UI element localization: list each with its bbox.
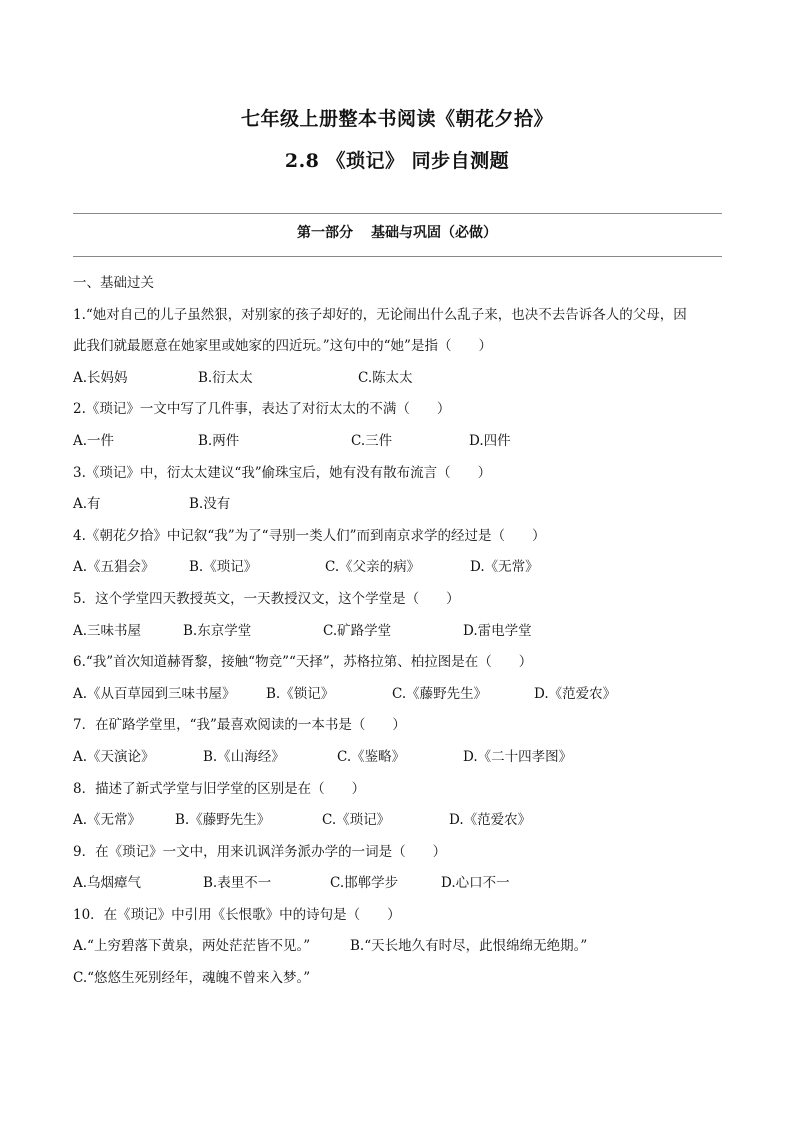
option-c: C.《鉴略》 [337,748,406,765]
question-7: 7．在矿路学堂里，“我”最喜欢阅读的一本书是（ ） [73,717,406,734]
question-1-line-1: 1.“她对自己的儿子虽然狠，对别家的孩子却好的，无论闹出什么乱子来，也决不去告诉各人的父母，因 [73,306,687,323]
option-a: A.《五猖会》 [73,559,155,576]
option-c: C.邯郸学步 [330,875,399,892]
option-d: D.心口不一 [441,875,510,892]
option-d: D.雷电学堂 [463,622,532,639]
document-subtitle: 2.8 《琐记》 同步自测题 [284,150,510,172]
question-8-options [73,805,723,837]
question-3-options [73,489,723,521]
option-a: A.《天演论》 [73,748,155,765]
question-3: 3.《琐记》中，衍太太建议“我”偷珠宝后，她有没有散布流言（ ） [73,464,492,481]
option-c: C.《父亲的病》 [325,559,421,576]
question-1-options [73,363,723,395]
option-a: A.有 [73,496,101,513]
question-body [73,268,723,995]
question-5: 5．这个学堂四天教授英文，一天教授汉文，这个学堂是（ ） [73,590,460,607]
option-c: C.《藤野先生》 [392,685,488,702]
option-c: C.三件 [351,432,393,449]
option-b: B.衍太太 [198,369,253,386]
bottom-divider [73,256,722,257]
question-9: 9．在《琐记》一文中，用来讥讽洋务派办学的一词是（ ） [73,843,447,860]
option-b: B.没有 [189,496,231,513]
option-a: A.三味书屋 [73,622,142,639]
question-10-options-c [73,963,723,995]
option-c: C.矿路学堂 [323,622,392,639]
top-divider [73,213,722,214]
question-10-options-ab [73,931,723,963]
option-b: B.“天长地久有时尽，此恨绵绵无绝期。” [350,938,588,955]
option-b: B.东京学堂 [183,622,252,639]
option-b: B.《锁记》 [266,685,335,702]
option-a: A.乌烟瘴气 [73,875,142,892]
question-6: 6.“我”首次知道赫胥黎，接触“物竞”“天择”，苏格拉第、柏拉图是在（ ） [73,654,533,671]
section-part-label: 第一部分 [297,225,353,241]
question-6-options [73,679,723,711]
subsection-heading: 一、基础过关 [73,275,154,291]
option-d: D.《二十四孝图》 [463,748,573,765]
question-5-options [73,616,723,648]
question-9-options [73,868,723,900]
option-d: D.四件 [469,432,511,449]
question-4-options [73,552,723,584]
question-2-options [73,426,723,458]
option-a: A.《无常》 [73,812,142,829]
option-b: B.两件 [198,432,240,449]
question-7-options [73,742,723,774]
question-1-line-2: 此我们就最愿意在她家里或她家的四近玩。”这句中的“她”是指（ ） [73,338,492,355]
question-2: 2.《琐记》一文中写了几件事，表达了对衍太太的不满（ ） [73,401,451,418]
question-4: 4.《朝花夕拾》中记叙“我”为了“寻别一类人们”而到南京求学的经过是（ ） [73,527,546,544]
option-a: A.“上穷碧落下黄泉，两处茫茫皆不见。” [73,938,311,955]
question-10: 10．在《琐记》中引用《长恨歌》中的诗句是（ ） [73,906,401,923]
option-a: A.一件 [73,432,115,449]
document-title: 七年级上册整本书阅读《朝花夕拾》 [240,108,553,130]
option-a: A.长妈妈 [73,369,128,386]
question-8: 8．描述了新式学堂与旧学堂的区别是在（ ） [73,780,366,797]
option-b: B.《山海经》 [203,748,285,765]
option-c: C.“悠悠生死别经年，魂魄不曾来入梦。” [73,970,311,987]
section-heading [0,222,794,242]
option-a: A.《从百草园到三味书屋》 [73,685,236,702]
option-b: B.《琐记》 [189,559,258,576]
option-b: B.表里不一 [203,875,272,892]
option-d: D.《范爱农》 [534,685,617,702]
section-part-title: 基础与巩固（必做） [371,225,497,241]
option-d: D.《无常》 [470,559,539,576]
option-d: D.《范爱农》 [449,812,532,829]
option-c: C.《琐记》 [322,812,391,829]
option-b: B.《藤野先生》 [175,812,271,829]
option-c: C.陈太太 [358,369,413,386]
